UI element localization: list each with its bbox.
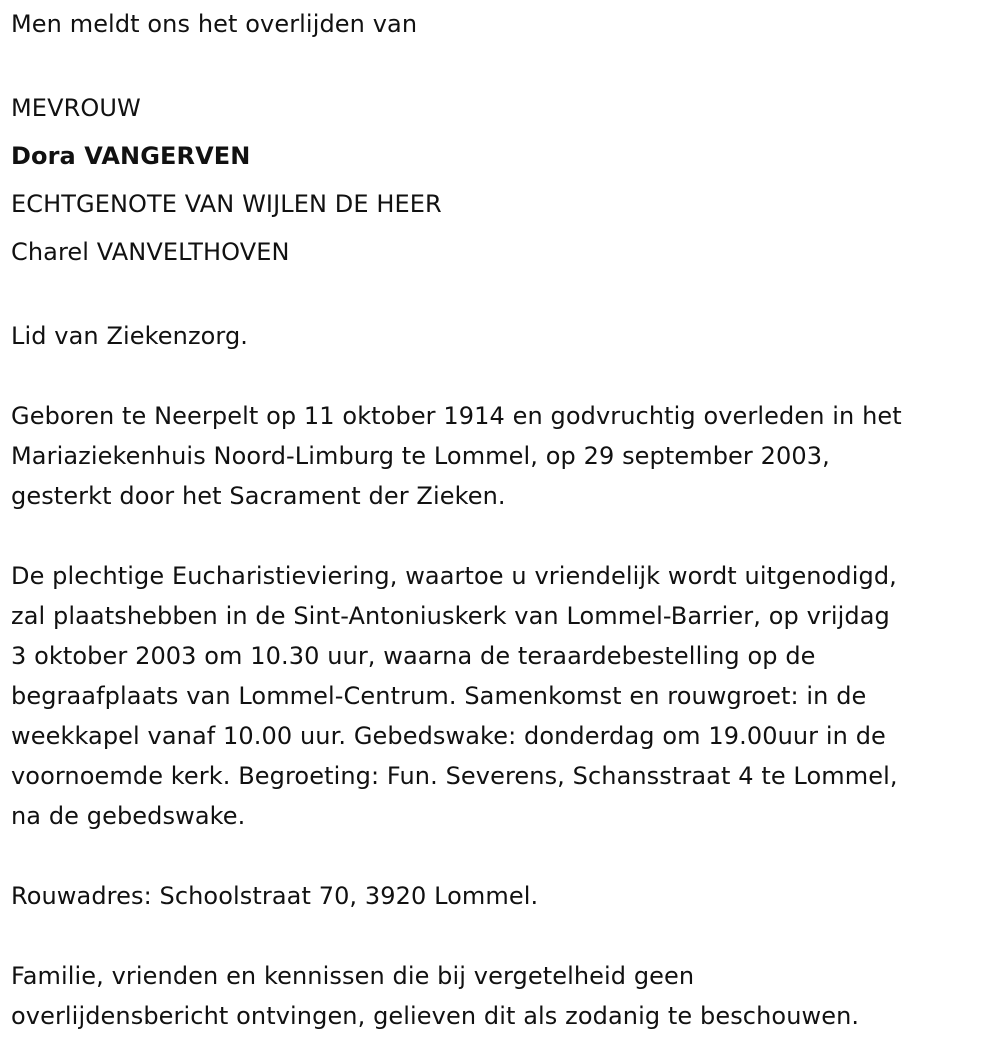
spacer [11,916,991,956]
death-notice [11,4,991,1036]
intro-text: Men meldt ons het overlijden van [11,10,418,38]
spouse-name: Charel VANVELTHOVEN [11,238,290,266]
spacer [11,276,991,316]
spacer [11,44,991,84]
mourning-address: Rouwadres: Schoolstraat 70, 3920 Lommel. [11,882,539,910]
spacer [11,516,991,556]
deceased-name: Dora VANGERVEN [11,142,251,170]
ceremony-paragraph: De plechtige Eucharistieviering, waartoe u vriendelijk wordt uitgenodigd, zal plaatshebben in de Sint-Antoniuskerk van Lommel-Barrier, op vrijdag 3 oktober 2003 om 10.30 uur, waarna de teraardebestelling op de begraafplaats van Lommel-Centrum. Samenkomst en rouwgroet: in de weekkapel vanaf 10.00 uur. Gebedswake: donderdag om 19.00uur in de voornoemde kerk. Begroeting: Fun. Severens, Schansstraat 4 te Lommel, na de gebedswake. [11,562,898,830]
spacer [11,836,991,876]
birth-death-paragraph: Geboren te Neerpelt op 11 oktober 1914 en godvruchtig overleden in het Mariaziekenhuis Noord-Limburg te Lommel, op 29 september 2003, gesterkt door het Sacrament der Zieken. [11,402,902,510]
closing-paragraph: Familie, vrienden en kennissen die bij vergetelheid geen overlijdensbericht ontvingen, gelieven dit als zodanig te beschouwen. [11,962,860,1030]
membership-text: Lid van Ziekenzorg. [11,322,249,350]
title-text: MEVROUW [11,94,141,122]
relation-text: ECHTGENOTE VAN WIJLEN DE HEER [11,190,442,218]
spacer [11,356,991,396]
